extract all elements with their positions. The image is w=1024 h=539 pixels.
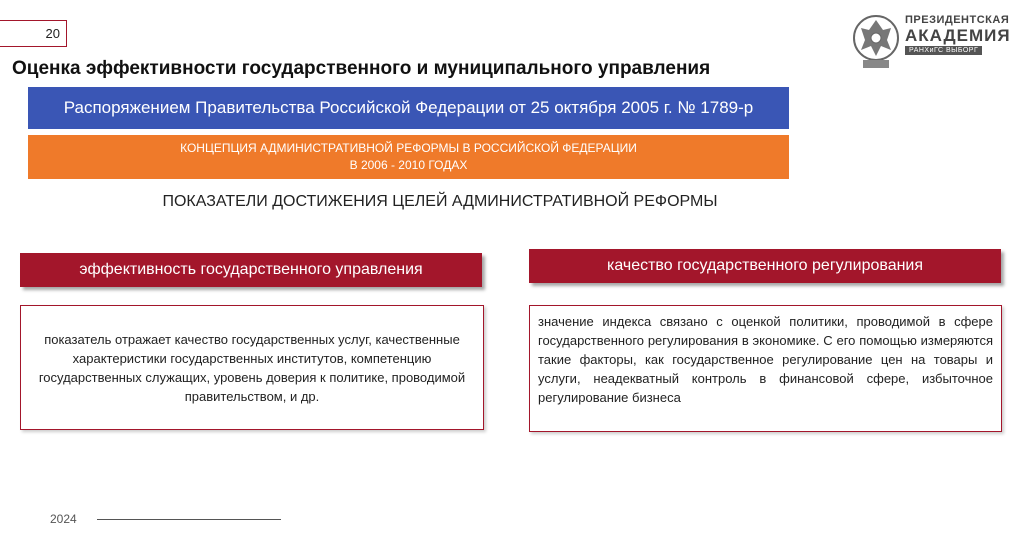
efficiency-description: показатель отражает качество государственных услуг, качественные характеристики государственных институтов, компетенцию государственных служащих, уровень доверия к политике, проводимой правительством, и др. bbox=[38, 331, 466, 404]
logo-line-3: РАНХиГС ВЫБОРГ bbox=[905, 46, 982, 55]
slide-number: 20 bbox=[45, 26, 60, 41]
regulation-quality-header: качество государственного регулирования bbox=[529, 249, 1001, 283]
concept-banner bbox=[28, 135, 789, 179]
emblem-icon bbox=[851, 10, 901, 72]
concept-line-1: КОНЦЕПЦИЯ АДМИНИСТРАТИВНОЙ РЕФОРМЫ В РОССИЙСКОЙ ФЕДЕРАЦИИ bbox=[180, 141, 637, 155]
indicators-heading: ПОКАЗАТЕЛИ ДОСТИЖЕНИЯ ЦЕЛЕЙ АДМИНИСТРАТИВНОЙ РЕФОРМЫ bbox=[162, 193, 718, 210]
logo-line-2: АКАДЕМИЯ bbox=[905, 26, 1011, 45]
efficiency-description-box bbox=[20, 305, 484, 430]
logo-line-1: ПРЕЗИДЕНТСКАЯ bbox=[905, 14, 1010, 26]
page-title: Оценка эффективности государственного и муниципального управления bbox=[12, 58, 711, 79]
decree-banner: Распоряжением Правительства Российской Федерации от 25 октября 2005 г. № 1789-р bbox=[28, 87, 789, 129]
academy-logo bbox=[851, 8, 1011, 74]
efficiency-header: эффективность государственного управления bbox=[20, 253, 482, 287]
regulation-description: значение индекса связано с оценкой политики, проводимой в сфере государственного регулирования в экономике. С его помощью измеряются такие факторы, как государственное регулирование цен на товары и услуги, неадекватный контроль в финансовой сфере, избыточное регулирование бизнеса bbox=[538, 314, 993, 405]
concept-line-2: В 2006 - 2010 ГОДАХ bbox=[349, 158, 468, 172]
slide-number-box bbox=[0, 20, 67, 47]
footer-year: 2024 bbox=[50, 512, 77, 526]
regulation-description-box bbox=[529, 305, 1002, 432]
footer-divider bbox=[97, 519, 281, 520]
